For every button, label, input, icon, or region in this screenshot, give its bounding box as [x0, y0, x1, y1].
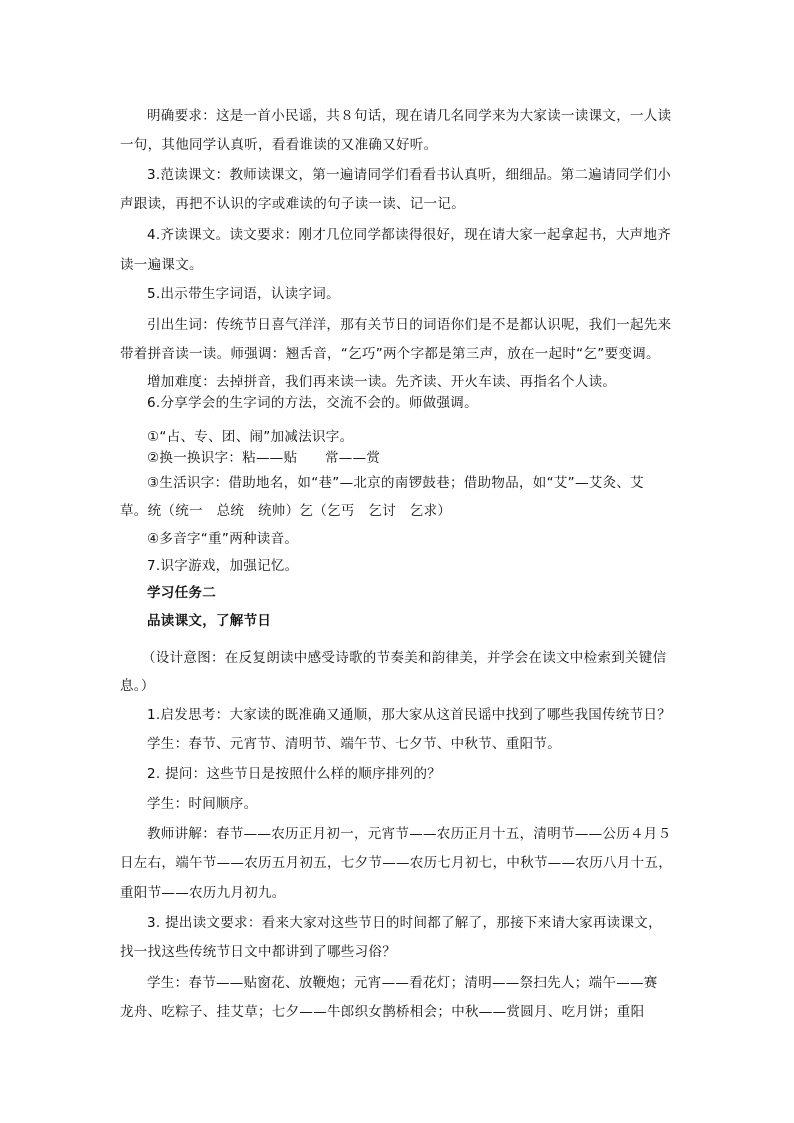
paragraph-line: 草。统（统一 总统 统帅）乞（乞丐 乞讨 乞求） — [120, 503, 452, 519]
paragraph-line: 2. 提问：这些节日是按照什么样的顺序排列的？ — [147, 766, 442, 782]
paragraph-line: 明确要求：这是一首小民谣，共８句话，现在请几名同学来为大家读一读课文，一人读 — [147, 108, 672, 124]
design-intent-line: 息。） — [120, 678, 155, 694]
paragraph-line: 7.识字游戏，加强记忆。 — [147, 558, 299, 574]
paragraph-line: 1.启发思考：大家读的既准确又通顺，那大家从这首民谣中找到了哪些我国传统节日？ — [147, 707, 672, 723]
list-item: ③生活识字：借助地名，如“巷”—北京的南锣鼓巷；借助物品，如“艾”—艾灸、艾 — [147, 475, 644, 491]
paragraph-line: 3.范读课文：教师读课文，第一遍请同学们看看书认真听，细细品。第二遍请同学们小 — [147, 167, 672, 183]
section-subheading: 品读课文，了解节日 — [147, 613, 272, 629]
paragraph-line: 读一遍课文。 — [120, 257, 203, 273]
paragraph-line: 声跟读，再把不认识的字或难读的句子读一读、记一记。 — [120, 196, 465, 212]
list-item: ④多音字“重”两种读音。 — [147, 531, 299, 547]
paragraph-line: 教师讲解：春节——农历正月初一，元宵节——农历正月十五，清明节——公历４月５ — [147, 826, 672, 842]
paragraph-line: 带着拼音读一读。师强调：翘舌音，“乞巧”两个字都是第三声，放在一起时“乞”要变调。 — [120, 346, 660, 362]
paragraph-line: 6.分享学会的生字词的方法，交流不会的。师做强调。 — [147, 395, 478, 411]
paragraph-line: 3. 提出读文要求：看来大家对这些节日的时间都了解了，那接下来请大家再读课文， — [147, 915, 662, 931]
paragraph-line: 4.齐读课文。读文要求：刚才几位同学都读得很好，现在请大家一起拿起书，大声地齐 — [147, 227, 672, 243]
paragraph-line: 增加难度：去掉拼音，我们再来读一读。先齐读、开火车读、再指名个人读。 — [147, 374, 617, 390]
design-intent-line: （设计意图：在反复朗读中感受诗歌的节奏美和韵律美，并学会在读文中检索到关键信 — [142, 650, 667, 666]
paragraph-line: 日左右，端午节——农历五月初五，七夕节——农历七月初七，中秋节——农历八月十五， — [120, 855, 672, 871]
paragraph-line: 龙舟、吃粽子、挂艾草；七夕——牛郎织女鹊桥相会；中秋——赏圆月、吃月饼；重阳 — [120, 1004, 645, 1020]
paragraph-line: 学生：时间顺序。 — [147, 796, 258, 812]
paragraph-line: 找一找这些传统节日文中都讲到了哪些习俗？ — [120, 944, 396, 960]
paragraph-line: 重阳节——农历九月初九。 — [120, 885, 286, 901]
section-heading: 学习任务二 — [147, 585, 216, 601]
paragraph-line: 一句，其他同学认真听，看看谁读的又准确又好听。 — [120, 137, 438, 153]
paragraph-line: 学生：春节、元宵节、清明节、端午节、七夕节、中秋节、重阳节。 — [147, 736, 561, 752]
paragraph-line: 学生：春节——贴窗花、放鞭炮；元宵——看花灯；清明——祭扫先人；端午——赛 — [147, 975, 658, 991]
list-item: ①“占、专、团、闹”加减法识字。 — [147, 429, 354, 445]
list-item: ②换一换识字：粘——贴 常——赏 — [147, 450, 381, 466]
paragraph-line: 5.出示带生字词语，认读字词。 — [147, 286, 340, 302]
paragraph-line: 引出生词：传统节日喜气洋洋，那有关节日的词语你们是不是都认识呢，我们一起先来 — [147, 317, 672, 333]
